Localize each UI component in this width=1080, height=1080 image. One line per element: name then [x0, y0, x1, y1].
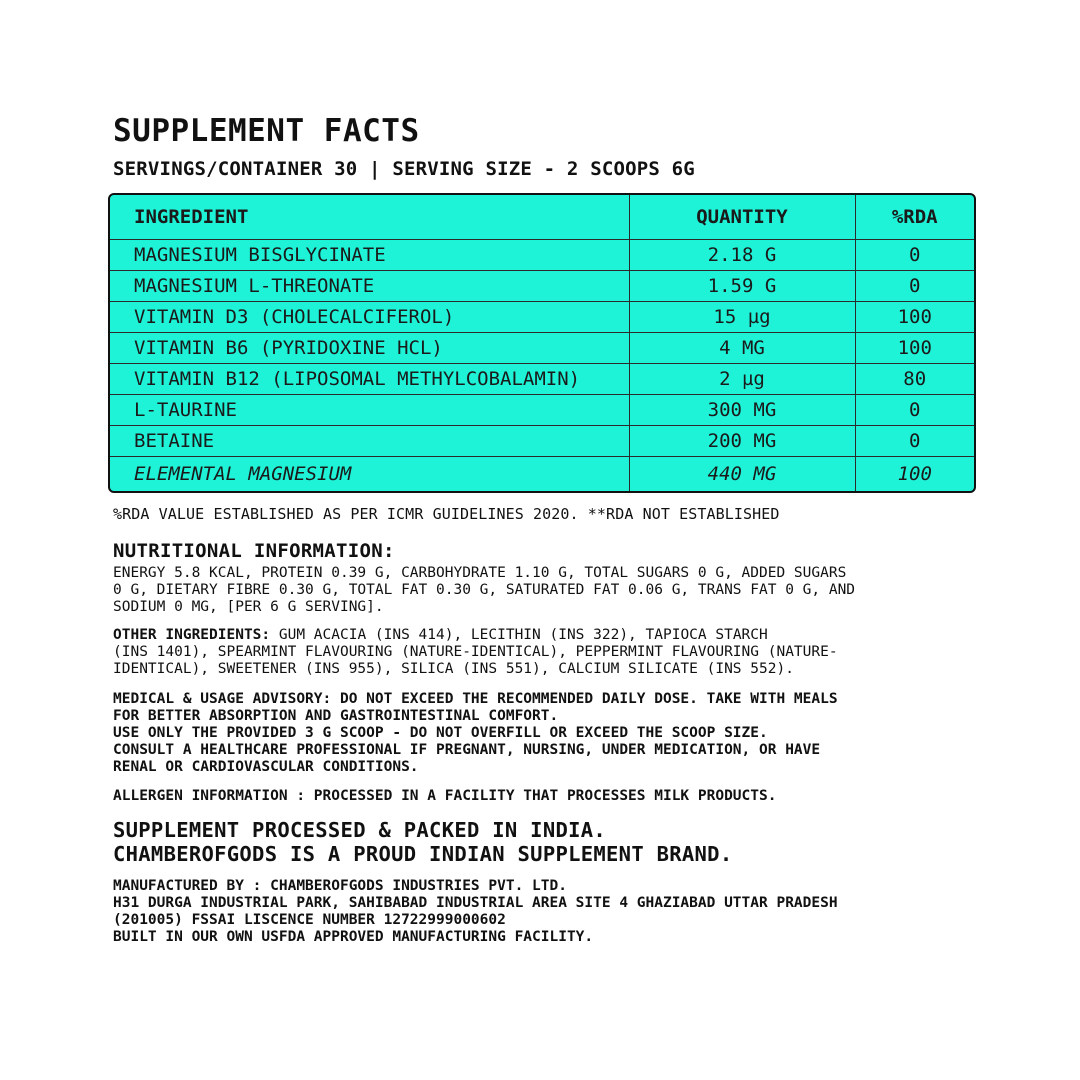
- text-line: CONSULT A HEALTHCARE PROFESSIONAL IF PREGNANT, NURSING, UNDER MEDICATION, OR HAVE: [113, 742, 821, 758]
- rda-footnote: %RDA VALUE ESTABLISHED AS PER ICMR GUIDELINES 2020. **RDA NOT ESTABLISHED: [113, 505, 780, 523]
- text-line: CHAMBEROFGODS IS A PROUD INDIAN SUPPLEMENT BRAND.: [113, 842, 733, 866]
- quantity-cell: 4 MG: [629, 333, 855, 364]
- manufacturer-info: [113, 878, 973, 946]
- text-line: SUPPLEMENT PROCESSED & PACKED IN INDIA.: [113, 818, 607, 842]
- text-line: BUILT IN OUR OWN USFDA APPROVED MANUFACTURING FACILITY.: [113, 929, 594, 945]
- quantity-cell: 15 µg: [629, 302, 855, 333]
- ingredient-cell: MAGNESIUM BISGLYCINATE: [110, 240, 629, 271]
- nutrition-info: [113, 565, 973, 616]
- rda-cell: 0: [855, 395, 974, 426]
- table-header-row: [110, 195, 974, 240]
- ingredient-cell: VITAMIN B6 (PYRIDOXINE HCL): [110, 333, 629, 364]
- text-line: FOR BETTER ABSORPTION AND GASTROINTESTINAL COMFORT.: [113, 708, 559, 724]
- origin-statement: [113, 818, 973, 866]
- table-row: [110, 271, 974, 302]
- supplement-facts-table: [108, 193, 976, 493]
- text-line: (INS 1401), SPEARMINT FLAVOURING (NATURE-IDENTICAL), PEPPERMINT FLAVOURING (NATURE-: [113, 644, 838, 660]
- text-line: SODIUM 0 MG, [PER 6 G SERVING].: [113, 599, 384, 615]
- rda-column-header: %RDA: [855, 195, 974, 240]
- ingredient-cell: VITAMIN B12 (LIPOSOMAL METHYLCOBALAMIN): [110, 364, 629, 395]
- page-title: SUPPLEMENT FACTS: [113, 113, 420, 149]
- ingredient-cell: MAGNESIUM L-THREONATE: [110, 271, 629, 302]
- text-line: IDENTICAL), SWEETENER (INS 955), SILICA (INS 551), CALCIUM SILICATE (INS 552).: [113, 661, 794, 677]
- quantity-cell: 300 MG: [629, 395, 855, 426]
- text-line: RENAL OR CARDIOVASCULAR CONDITIONS.: [113, 759, 419, 775]
- table-row: [110, 364, 974, 395]
- rda-cell: 100: [855, 333, 974, 364]
- ingredient-cell: BETAINE: [110, 426, 629, 457]
- quantity-cell: 1.59 G: [629, 271, 855, 302]
- text-line: GUM ACACIA (INS 414), LECITHIN (INS 322), TAPIOCA STARCH: [270, 627, 768, 643]
- ingredient-cell: ELEMENTAL MAGNESIUM: [110, 457, 629, 492]
- text-line: 0 G, DIETARY FIBRE 0.30 G, TOTAL FAT 0.30 G, SATURATED FAT 0.06 G, TRANS FAT 0 G, AND: [113, 582, 856, 598]
- rda-cell: 0: [855, 240, 974, 271]
- header: [113, 113, 973, 181]
- text-line: MANUFACTURED BY : CHAMBEROFGODS INDUSTRIES PVT. LTD.: [113, 878, 567, 894]
- table-row: [110, 395, 974, 426]
- quantity-cell: 2.18 G: [629, 240, 855, 271]
- ingredient-cell: VITAMIN D3 (CHOLECALCIFEROL): [110, 302, 629, 333]
- nutrition-heading: NUTRITIONAL INFORMATION:: [113, 540, 395, 562]
- rda-cell: 0: [855, 271, 974, 302]
- rda-cell: 0: [855, 426, 974, 457]
- allergen-info: ALLERGEN INFORMATION : PROCESSED IN A FACILITY THAT PROCESSES MILK PRODUCTS.: [113, 788, 777, 804]
- rda-cell: 80: [855, 364, 974, 395]
- rda-cell: 100: [855, 457, 974, 492]
- text-line: (201005) FSSAI LISCENCE NUMBER 12722999000602: [113, 912, 506, 928]
- table-row: [110, 426, 974, 457]
- table-row: [110, 302, 974, 333]
- rda-cell: 100: [855, 302, 974, 333]
- other-ingredients-label: OTHER INGREDIENTS:: [113, 627, 271, 643]
- text-line: H31 DURGA INDUSTRIAL PARK, SAHIBABAD INDUSTRIAL AREA SITE 4 GHAZIABAD UTTAR PRADESH: [113, 895, 838, 911]
- serving-info: SERVINGS/CONTAINER 30 | SERVING SIZE - 2 SCOOPS 6G: [113, 158, 695, 180]
- text-line: MEDICAL & USAGE ADVISORY: DO NOT EXCEED THE RECOMMENDED DAILY DOSE. TAKE WITH MEALS: [113, 691, 838, 707]
- table-row-elemental: [110, 457, 974, 492]
- other-ingredients: [113, 627, 973, 678]
- ingredient-cell: L-TAURINE: [110, 395, 629, 426]
- text-line: USE ONLY THE PROVIDED 3 G SCOOP - DO NOT OVERFILL OR EXCEED THE SCOOP SIZE.: [113, 725, 768, 741]
- ingredient-column-header: INGREDIENT: [110, 195, 629, 240]
- quantity-cell: 440 MG: [629, 457, 855, 492]
- text-line: ENERGY 5.8 KCAL, PROTEIN 0.39 G, CARBOHYDRATE 1.10 G, TOTAL SUGARS 0 G, ADDED SUGARS: [113, 565, 847, 581]
- medical-advisory: [113, 691, 973, 776]
- table-row: [110, 240, 974, 271]
- quantity-cell: 2 µg: [629, 364, 855, 395]
- quantity-column-header: QUANTITY: [629, 195, 855, 240]
- quantity-cell: 200 MG: [629, 426, 855, 457]
- table-row: [110, 333, 974, 364]
